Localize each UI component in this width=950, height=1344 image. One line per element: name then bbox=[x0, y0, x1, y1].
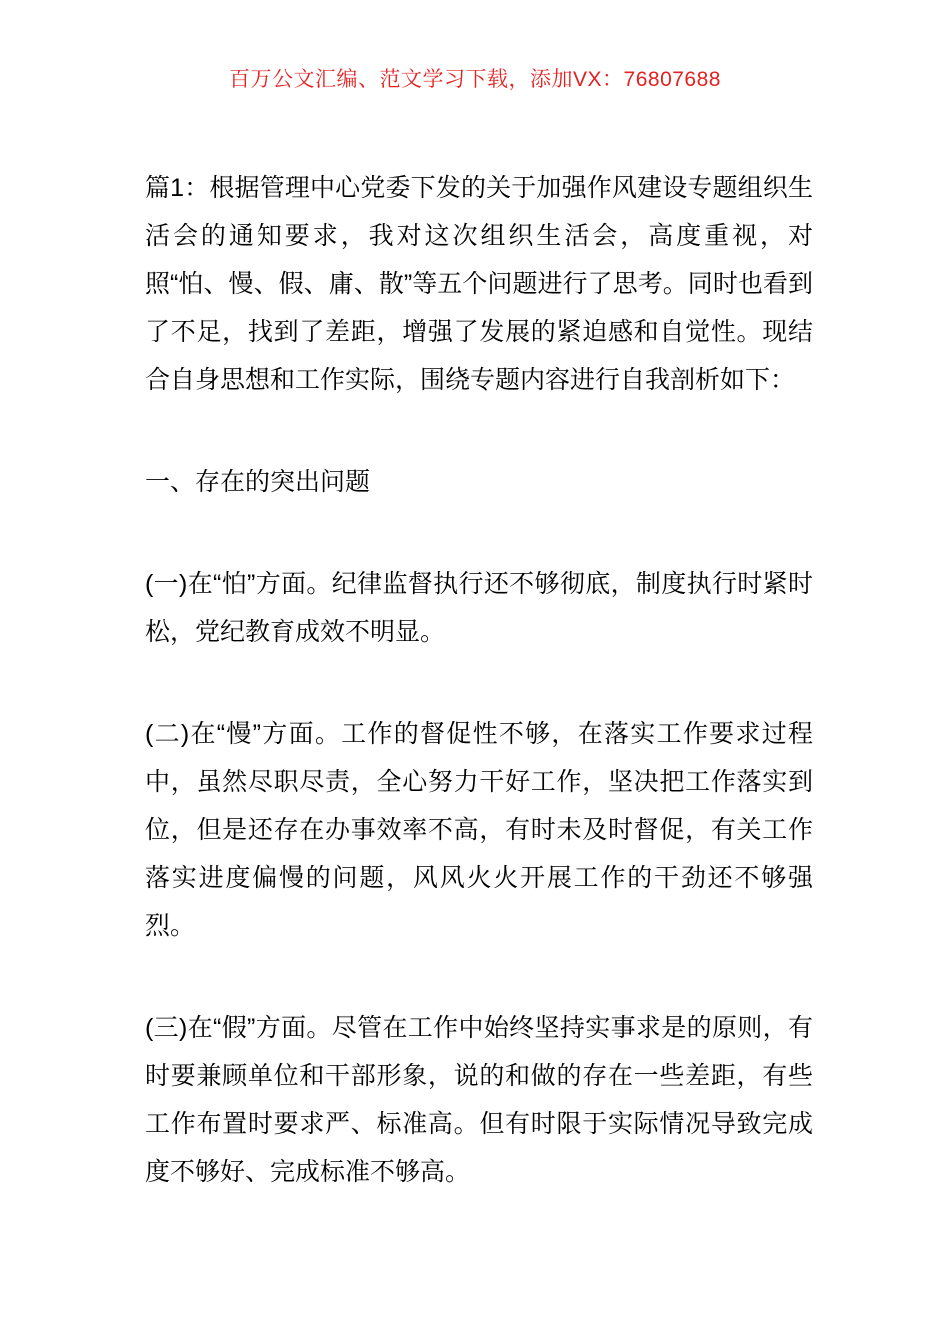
paragraph-item-pa: (一)在“怕”方面。纪律监督执行还不够彻底，制度执行时紧时松，党纪教育成效不明显。 bbox=[145, 570, 813, 646]
paragraph-intro: 篇1：根据管理中心党委下发的关于加强作风建设专题组织生活会的通知要求，我对这次组织生活会，高度重视，对照“怕、慢、假、庸、散”等五个问题进行了思考。同时也看到了不足，找到了差距，增强了发展的紧迫感和自觉性。现结合自身思想和工作实际，围绕专题内容进行自我剖析如下： bbox=[145, 174, 813, 394]
section-heading-problems: 一、存在的突出问题 bbox=[145, 468, 371, 496]
paragraph-item-jia: (三)在“假”方面。尽管在工作中始终坚持实事求是的原则，有时要兼顾单位和干部形象，说的和做的存在一些差距，有些工作布置时要求严、标准高。但有时限于实际情况导致完成度不够好、完成标准不够高。 bbox=[145, 1014, 813, 1186]
paragraph-item-man: (二)在“慢”方面。工作的督促性不够，在落实工作要求过程中，虽然尽职尽责，全心努力干好工作，坚决把工作落实到位，但是还存在办事效率不高，有时未及时督促，有关工作落实进度偏慢的问题，风风火火开展工作的干劲还不够强烈。 bbox=[145, 720, 813, 940]
document-body bbox=[145, 164, 813, 1196]
header-notice: 百万公文汇编、范文学习下载，添加VX：76807688 bbox=[229, 68, 721, 91]
